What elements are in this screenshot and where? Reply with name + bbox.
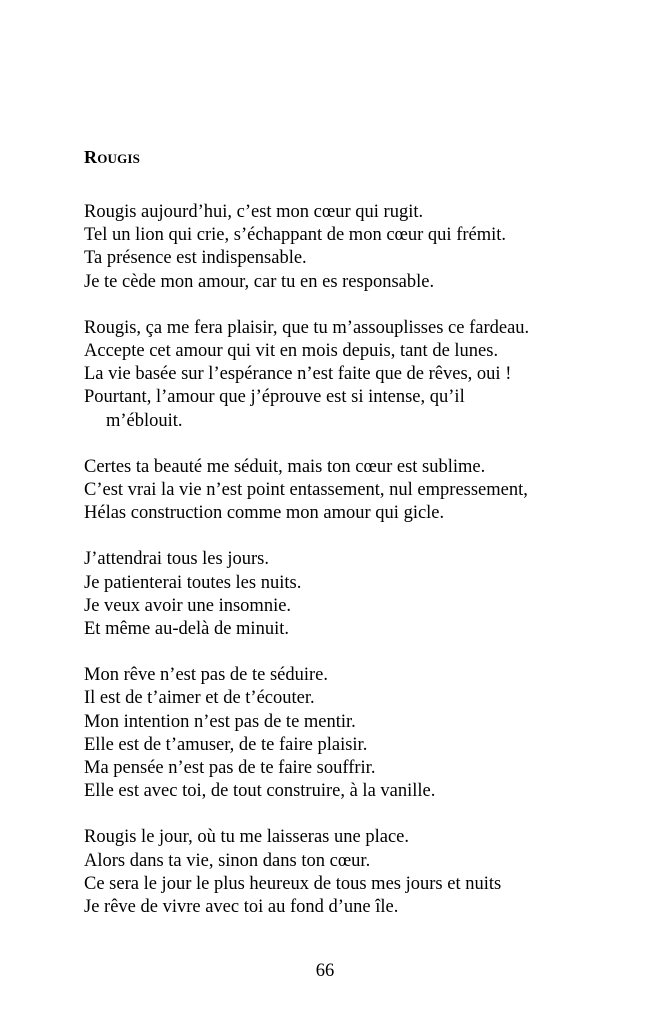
poem-line: J’attendrai tous les jours. (84, 549, 269, 570)
poem-line: Je veux avoir une insomnie. (84, 595, 292, 616)
poem-line: Hélas construction comme mon amour qui gicle. (84, 503, 445, 524)
poem-line: Mon rêve n’est pas de te séduire. (84, 665, 329, 686)
poem-line: Ta présence est indispensable. (84, 248, 307, 269)
poem-line: La vie basée sur l’espérance n’est faite que de rêves, oui ! (84, 364, 512, 385)
stanza-2 (84, 317, 624, 433)
poem-body (84, 201, 624, 942)
stanza-6 (84, 826, 624, 919)
poem-line: Accepte cet amour qui vit en mois depuis, tant de lunes. (84, 341, 499, 362)
poem-line: Rougis le jour, où tu me laisseras une place. (84, 827, 409, 848)
poem-line: Elle est avec toi, de tout construire, à la vanille. (84, 781, 436, 802)
poem-line: Pourtant, l’amour que j’éprouve est si intense, qu’il (84, 387, 465, 408)
poem-line: Tel un lion qui crie, s’échappant de mon cœur qui frémit. (84, 225, 507, 246)
poem-line: Je rêve de vivre avec toi au fond d’une île. (84, 897, 399, 918)
poem-line: Je te cède mon amour, car tu en es responsable. (84, 271, 435, 292)
poem-line: Rougis aujourd’hui, c’est mon cœur qui rugit. (84, 202, 424, 222)
poem-line: Alors dans ta vie, sinon dans ton cœur. (84, 850, 371, 871)
poem-line: Je patienterai toutes les nuits. (84, 572, 302, 593)
poem-line: Rougis, ça me fera plaisir, que tu m’assouplisses ce fardeau. (84, 317, 530, 338)
poem-line: Certes ta beauté me séduit, mais ton cœur est sublime. (84, 456, 486, 477)
poem-line: C’est vrai la vie n’est point entassement, nul empressement, (84, 480, 528, 501)
poem-line: Ma pensée n’est pas de te faire souffrir. (84, 758, 376, 779)
stanza-5 (84, 664, 624, 803)
stanza-3 (84, 456, 624, 526)
page-number: 66 (315, 961, 335, 981)
poem-title: Rougis (84, 147, 141, 167)
poem-line: Il est de t’aimer et de t’écouter. (84, 688, 315, 709)
stanza-1 (84, 201, 624, 294)
poem-line: Et même au-delà de minuit. (84, 619, 289, 640)
poem-line: Mon intention n’est pas de te mentir. (84, 711, 356, 732)
stanza-4 (84, 548, 624, 641)
poem-line: Ce sera le jour le plus heureux de tous mes jours et nuits (84, 873, 502, 894)
poem-line-continuation: m’éblouit. (106, 410, 183, 431)
poem-line: Elle est de t’amuser, de te faire plaisir. (84, 734, 368, 755)
